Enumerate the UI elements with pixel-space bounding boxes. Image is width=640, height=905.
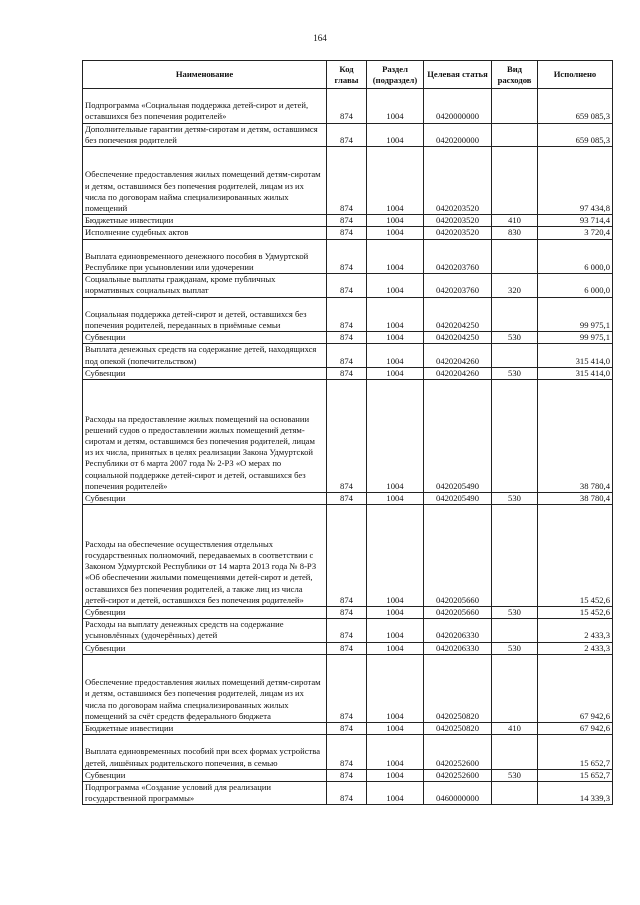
header-expense-type: Вид расходов <box>492 61 538 89</box>
table-row <box>83 332 613 344</box>
row-section-cell: 1004 <box>367 782 424 805</box>
row-chapter-cell: 874 <box>327 607 367 619</box>
row-name-cell: Обеспечение предоставления жилых помещений детям-сиротам и детям, оставшимся без попечения родителей, лицам из их числа по договорам найма специализированных жилых помещений <box>83 147 327 215</box>
row-target-cell: 0420203520 <box>424 227 492 239</box>
row-amount-cell: 93 714,4 <box>538 215 613 227</box>
table-row <box>83 123 613 146</box>
table-row <box>83 619 613 642</box>
row-amount-cell: 659 085,3 <box>538 123 613 146</box>
row-target-cell: 0460000000 <box>424 782 492 805</box>
table-row <box>83 654 613 722</box>
row-name-cell: Расходы на выплату денежных средств на содержание усыновлённых (удочерённых) детей <box>83 619 327 642</box>
row-name-cell: Субвенции <box>83 607 327 619</box>
row-type-cell <box>492 782 538 805</box>
row-section-cell: 1004 <box>367 344 424 367</box>
row-chapter-cell: 874 <box>327 769 367 781</box>
row-section-cell: 1004 <box>367 607 424 619</box>
row-section-cell: 1004 <box>367 619 424 642</box>
row-section-cell: 1004 <box>367 505 424 607</box>
table-row <box>83 274 613 297</box>
row-chapter-cell: 874 <box>327 735 367 770</box>
row-chapter-cell: 874 <box>327 619 367 642</box>
row-type-cell <box>492 735 538 770</box>
row-chapter-cell: 874 <box>327 147 367 215</box>
row-section-cell: 1004 <box>367 89 424 124</box>
row-amount-cell: 97 434,8 <box>538 147 613 215</box>
row-type-cell <box>492 89 538 124</box>
table-row <box>83 89 613 124</box>
row-type-cell: 530 <box>492 332 538 344</box>
header-chapter-code: Код главы <box>327 61 367 89</box>
row-type-cell: 410 <box>492 215 538 227</box>
row-type-cell: 530 <box>492 769 538 781</box>
table-row <box>83 723 613 735</box>
row-section-cell: 1004 <box>367 642 424 654</box>
row-name-cell: Расходы на обеспечение осуществления отдельных государственных полномочий, передаваемых в соответствии с Законом Удмуртской Республики от 14 марта 2013 года № 8-РЗ «Об обеспечении жилыми помещениями детей-сирот и детей, оставшихся без попечения родителей, а также лиц из числа детей-сирот и детей, оставшихся без попечения родителей» <box>83 505 327 607</box>
table-row <box>83 367 613 379</box>
row-chapter-cell: 874 <box>327 215 367 227</box>
row-amount-cell: 15 452,6 <box>538 505 613 607</box>
row-chapter-cell: 874 <box>327 227 367 239</box>
row-target-cell: 0420204250 <box>424 297 492 332</box>
row-amount-cell: 2 433,3 <box>538 642 613 654</box>
row-name-cell: Обеспечение предоставления жилых помещений детям-сиротам и детям, оставшимся без попечения родителей, лицам из их числа по договорам найма специализированных жилых помещений за счёт средств федерального бюджета <box>83 654 327 722</box>
row-type-cell: 530 <box>492 642 538 654</box>
row-target-cell: 0420252600 <box>424 769 492 781</box>
row-target-cell: 0420250820 <box>424 654 492 722</box>
row-chapter-cell: 874 <box>327 274 367 297</box>
budget-table <box>82 60 613 805</box>
header-section: Раздел (подраздел) <box>367 61 424 89</box>
row-type-cell: 530 <box>492 367 538 379</box>
row-chapter-cell: 874 <box>327 505 367 607</box>
row-type-cell: 530 <box>492 493 538 505</box>
row-name-cell: Субвенции <box>83 642 327 654</box>
row-target-cell: 0420204260 <box>424 344 492 367</box>
row-chapter-cell: 874 <box>327 297 367 332</box>
row-type-cell <box>492 297 538 332</box>
row-type-cell <box>492 380 538 493</box>
table-row <box>83 147 613 215</box>
row-amount-cell: 315 414,0 <box>538 367 613 379</box>
table-row <box>83 344 613 367</box>
row-target-cell: 0420203520 <box>424 215 492 227</box>
row-section-cell: 1004 <box>367 367 424 379</box>
row-type-cell <box>492 505 538 607</box>
row-chapter-cell: 874 <box>327 332 367 344</box>
row-type-cell <box>492 239 538 274</box>
page-number: 164 <box>313 33 327 43</box>
row-section-cell: 1004 <box>367 215 424 227</box>
table-row <box>83 642 613 654</box>
table-header-row <box>83 61 613 89</box>
row-name-cell: Исполнение судебных актов <box>83 227 327 239</box>
table-row <box>83 735 613 770</box>
row-section-cell: 1004 <box>367 274 424 297</box>
row-chapter-cell: 874 <box>327 367 367 379</box>
row-name-cell: Дополнительные гарантии детям-сиротам и детям, оставшимся без попечения родителей <box>83 123 327 146</box>
table-row <box>83 505 613 607</box>
row-section-cell: 1004 <box>367 493 424 505</box>
row-amount-cell: 2 433,3 <box>538 619 613 642</box>
table-row <box>83 493 613 505</box>
row-target-cell: 0420205660 <box>424 505 492 607</box>
table-row <box>83 297 613 332</box>
row-chapter-cell: 874 <box>327 654 367 722</box>
row-name-cell: Бюджетные инвестиции <box>83 723 327 735</box>
row-name-cell: Субвенции <box>83 367 327 379</box>
row-name-cell: Бюджетные инвестиции <box>83 215 327 227</box>
row-name-cell: Подпрограмма «Социальная поддержка детей-сирот и детей, оставшихся без попечения родителей» <box>83 89 327 124</box>
row-chapter-cell: 874 <box>327 642 367 654</box>
row-name-cell: Выплата денежных средств на содержание детей, находящихся под опекой (попечительством) <box>83 344 327 367</box>
row-type-cell: 530 <box>492 607 538 619</box>
row-amount-cell: 99 975,1 <box>538 297 613 332</box>
row-chapter-cell: 874 <box>327 239 367 274</box>
row-type-cell <box>492 619 538 642</box>
row-chapter-cell: 874 <box>327 782 367 805</box>
row-target-cell: 0420204250 <box>424 332 492 344</box>
row-chapter-cell: 874 <box>327 380 367 493</box>
table-row <box>83 607 613 619</box>
table-row <box>83 380 613 493</box>
row-type-cell: 830 <box>492 227 538 239</box>
row-name-cell: Социальные выплаты гражданам, кроме публичных нормативных социальных выплат <box>83 274 327 297</box>
row-amount-cell: 15 652,7 <box>538 735 613 770</box>
row-section-cell: 1004 <box>367 735 424 770</box>
row-amount-cell: 6 000,0 <box>538 274 613 297</box>
row-amount-cell: 3 720,4 <box>538 227 613 239</box>
row-amount-cell: 67 942,6 <box>538 723 613 735</box>
table-row <box>83 215 613 227</box>
row-target-cell: 0420200000 <box>424 123 492 146</box>
header-executed: Исполнено <box>538 61 613 89</box>
row-section-cell: 1004 <box>367 147 424 215</box>
row-amount-cell: 99 975,1 <box>538 332 613 344</box>
table-row <box>83 227 613 239</box>
table-body <box>83 89 613 805</box>
row-name-cell: Субвенции <box>83 332 327 344</box>
row-chapter-cell: 874 <box>327 723 367 735</box>
row-amount-cell: 38 780,4 <box>538 493 613 505</box>
row-type-cell: 410 <box>492 723 538 735</box>
row-amount-cell: 14 339,3 <box>538 782 613 805</box>
header-target-article: Целевая статья <box>424 61 492 89</box>
table-row <box>83 782 613 805</box>
row-amount-cell: 38 780,4 <box>538 380 613 493</box>
row-target-cell: 0420203760 <box>424 239 492 274</box>
table-row <box>83 769 613 781</box>
row-type-cell <box>492 654 538 722</box>
row-type-cell: 320 <box>492 274 538 297</box>
row-target-cell: 0420203760 <box>424 274 492 297</box>
row-target-cell: 0420205490 <box>424 380 492 493</box>
row-amount-cell: 67 942,6 <box>538 654 613 722</box>
row-amount-cell: 315 414,0 <box>538 344 613 367</box>
row-target-cell: 0420204260 <box>424 367 492 379</box>
row-section-cell: 1004 <box>367 297 424 332</box>
table-row <box>83 239 613 274</box>
row-type-cell <box>492 147 538 215</box>
row-amount-cell: 15 452,6 <box>538 607 613 619</box>
row-section-cell: 1004 <box>367 123 424 146</box>
row-amount-cell: 15 652,7 <box>538 769 613 781</box>
row-amount-cell: 6 000,0 <box>538 239 613 274</box>
row-target-cell: 0420206330 <box>424 619 492 642</box>
row-name-cell: Расходы на предоставление жилых помещений на основании решений судов о предоставлении жилых помещений детям-сиротам и детям, оставшимся без попечения родителей, лицам из их числа, принятых в целях реализации Закона Удмуртской Республики от 6 марта 2007 года № 2-РЗ «О мерах по социальной поддержке детей-сирот и детей, оставшихся без попечения родителей» <box>83 380 327 493</box>
row-section-cell: 1004 <box>367 332 424 344</box>
header-name: Наименование <box>83 61 327 89</box>
row-target-cell: 0420252600 <box>424 735 492 770</box>
row-chapter-cell: 874 <box>327 89 367 124</box>
row-name-cell: Выплата единовременного денежного пособия в Удмуртской Республике при усыновлении или удочерении <box>83 239 327 274</box>
row-name-cell: Подпрограмма «Создание условий для реализации государственной программы» <box>83 782 327 805</box>
row-section-cell: 1004 <box>367 239 424 274</box>
row-name-cell: Выплата единовременных пособий при всех формах устройства детей, лишённых родительского попечения, в семью <box>83 735 327 770</box>
row-section-cell: 1004 <box>367 654 424 722</box>
row-section-cell: 1004 <box>367 723 424 735</box>
row-name-cell: Субвенции <box>83 769 327 781</box>
row-target-cell: 0420205490 <box>424 493 492 505</box>
row-target-cell: 0420250820 <box>424 723 492 735</box>
row-type-cell <box>492 123 538 146</box>
row-chapter-cell: 874 <box>327 123 367 146</box>
row-type-cell <box>492 344 538 367</box>
row-section-cell: 1004 <box>367 769 424 781</box>
row-target-cell: 0420205660 <box>424 607 492 619</box>
row-amount-cell: 659 085,3 <box>538 89 613 124</box>
row-chapter-cell: 874 <box>327 493 367 505</box>
row-target-cell: 0420000000 <box>424 89 492 124</box>
row-section-cell: 1004 <box>367 380 424 493</box>
row-section-cell: 1004 <box>367 227 424 239</box>
row-name-cell: Субвенции <box>83 493 327 505</box>
row-target-cell: 0420203520 <box>424 147 492 215</box>
row-chapter-cell: 874 <box>327 344 367 367</box>
row-name-cell: Социальная поддержка детей-сирот и детей, оставшихся без попечения родителей, переданных в приёмные семьи <box>83 297 327 332</box>
row-target-cell: 0420206330 <box>424 642 492 654</box>
